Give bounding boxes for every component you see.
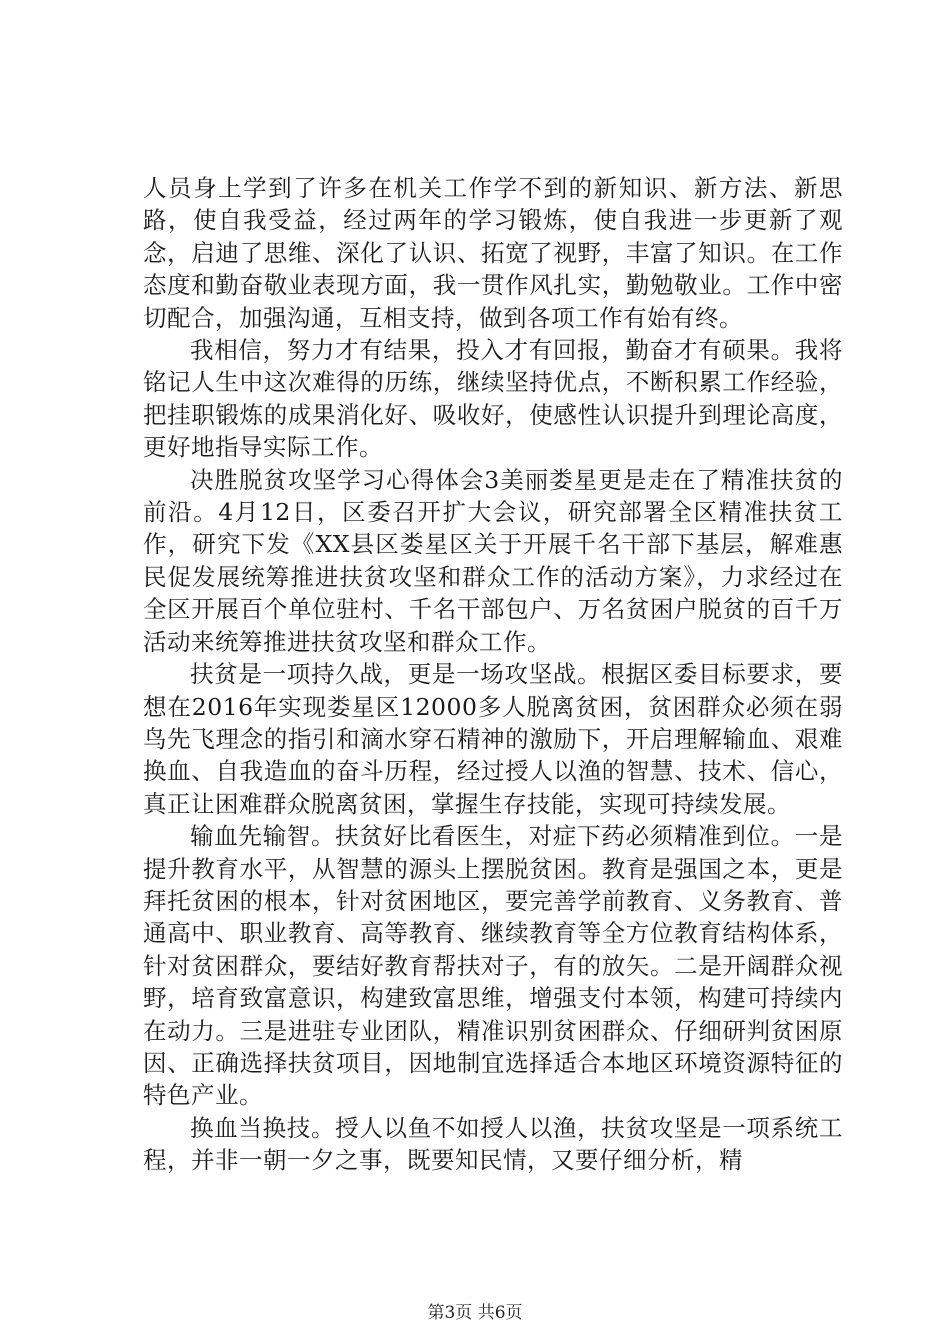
paragraph-5: 输血先输智。扶贫好比看医生，对症下药必须精准到位。一是提升教育水平，从智慧的源头上摆脱贫困。教育是强国之本，更是拜托贫困的根本，针对贫困地区，要完善学前教育、义务教育、普通高中、职业教育、高等教育、继续教育等全方位教育结构体系，针对贫困群众，要结好教育帮扶对子，有的放矢。二是开阔群众视野，培育致富意识，构建致富思维，增强支付本领，构建可持续内在动力。三是进驻专业团队，精准识别贫困群众、仔细研判贫困原因、正确选择扶贫项目，因地制宜选择适合本地区环境资源特征的特色产业。 (143, 822, 843, 1110)
paragraph-3: 决胜脱贫攻坚学习心得体会3美丽娄星更是走在了精准扶贫的前沿。4月12日，区委召开扩大会议，研究部署全区精准扶贫工作，研究下发《XX县区娄星区关于开展千名干部下基层，解难惠民促发展统筹推进扶贫攻坚和群众工作的活动方案》，力求经过在全区开展百个单位驻村、千名干部包户、万名贫困户脱贫的百千万活动来统筹推进扶贫攻坚和群众工作。 (143, 465, 843, 656)
paragraph-2: 我相信，努力才有结果，投入才有回报，勤奋才有硕果。我将铭记人生中这次难得的历练，继续坚持优点，不断积累工作经验，把挂职锻炼的成果消化好、吸收好，使感性认识提升到理论高度，更好地指导实际工作。 (143, 336, 843, 462)
paragraph-6: 换血当换技。授人以鱼不如授人以渔，扶贫攻坚是一项系统工程，并非一朝一夕之事，既要知民情，又要仔细分析，精 (143, 1113, 843, 1175)
page-footer: 第3页 共6页 (427, 1303, 523, 1323)
paragraph-1: 人员身上学到了许多在机关工作学不到的新知识、新方法、新思路，使自我受益，经过两年的学习锻炼，使自我进一步更新了观念，启迪了思维、深化了认识、拓宽了视野，丰富了知识。在工作态度和勤奋敬业表现方面，我一贯作风扎实，勤勉敬业。工作中密切配合，加强沟通，互相支持，做到各项工作有始有终。 (143, 174, 843, 332)
paragraph-4: 扶贫是一项持久战，更是一场攻坚战。根据区委目标要求，要想在2016年实现娄星区12000多人脱离贫困，贫困群众必须在弱鸟先飞理念的指引和滴水穿石精神的激励下，开启理解输血、艰难换血、自我造血的奋斗历程，经过授人以渔的智慧、技术、信心，真正让困难群众脱离贫困，掌握生存技能，实现可持续发展。 (143, 660, 843, 818)
body-text (143, 172, 843, 1177)
